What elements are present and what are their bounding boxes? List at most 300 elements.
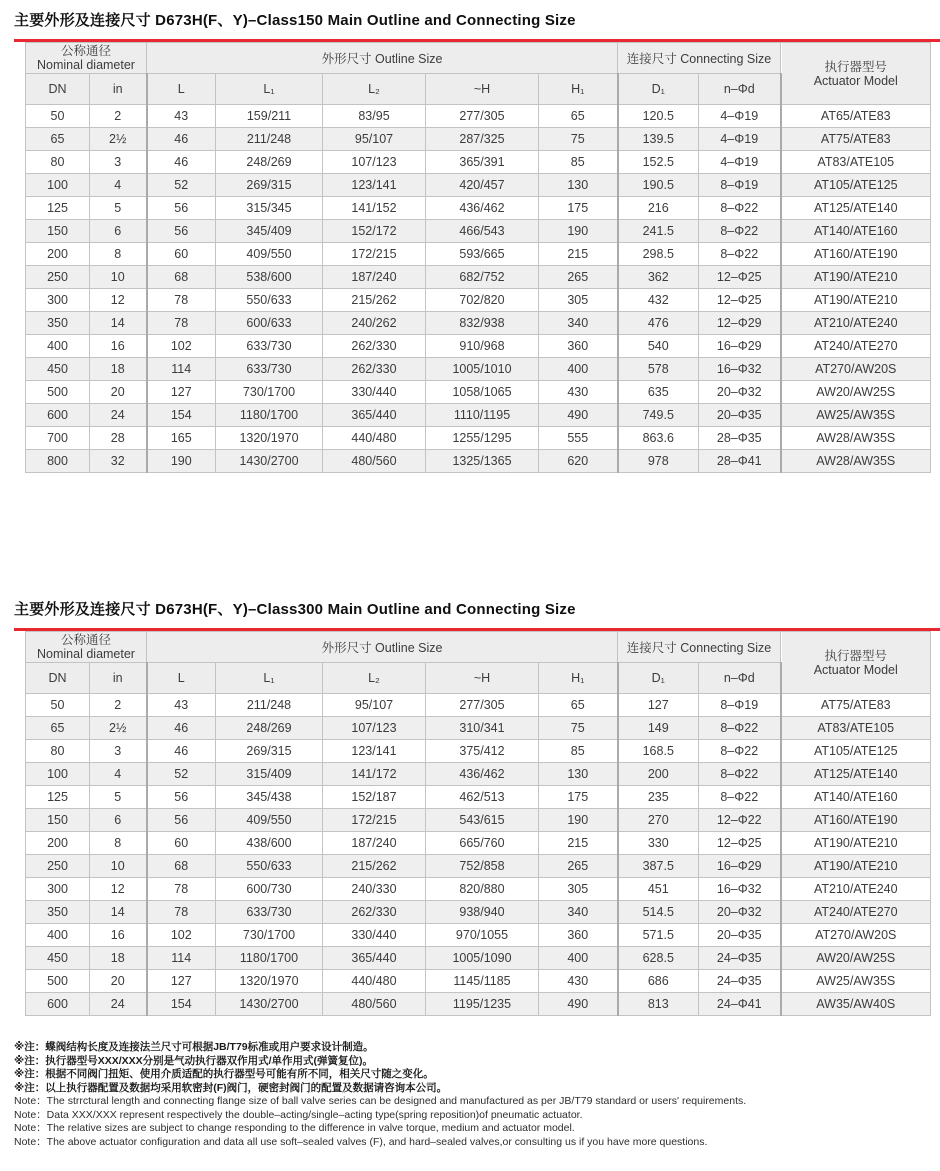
table-row <box>26 832 931 855</box>
table-cell: 265 <box>539 855 618 878</box>
column-header: n–Φd <box>699 663 781 694</box>
table-cell: 8–Φ19 <box>699 694 781 717</box>
table-row <box>26 740 931 763</box>
table-body-class300 <box>26 694 931 1016</box>
table-cell: 28 <box>90 427 147 450</box>
table-cell: 20–Φ35 <box>699 404 781 427</box>
table-cell: 330/440 <box>323 381 426 404</box>
table-cell: 20–Φ32 <box>699 381 781 404</box>
table-cell: 550/633 <box>216 855 323 878</box>
table-cell: 141/172 <box>323 763 426 786</box>
table-cell: 20 <box>90 970 147 993</box>
table-cell: 240/262 <box>323 312 426 335</box>
header-group-outline: 外形尺寸 Outline Size <box>147 632 618 663</box>
table-cell: 16–Φ32 <box>699 878 781 901</box>
table-cell: 633/730 <box>216 335 323 358</box>
table-cell: 8–Φ22 <box>699 763 781 786</box>
table-cell: 125 <box>26 197 90 220</box>
column-header: H₁ <box>539 663 618 694</box>
table-cell: 12–Φ25 <box>699 266 781 289</box>
table-cell: 436/462 <box>426 197 539 220</box>
table-cell: 46 <box>147 740 216 763</box>
page-title-2: 主要外形及连接尺寸 D673H(F、Y)–Class300 Main Outline and Connecting Size <box>14 601 576 618</box>
table-cell: 127 <box>147 381 216 404</box>
table-cell: 159/211 <box>216 105 323 128</box>
table-cell: 127 <box>147 970 216 993</box>
table-cell: 938/940 <box>426 901 539 924</box>
table-cell: 375/412 <box>426 740 539 763</box>
table-cell: 52 <box>147 763 216 786</box>
table-cell: 514.5 <box>618 901 699 924</box>
footnotes <box>14 1041 940 1149</box>
dimension-table-class150 <box>25 42 931 473</box>
table-cell: AT105/ATE125 <box>781 174 931 197</box>
table-cell: 686 <box>618 970 699 993</box>
table-cell: 107/123 <box>323 717 426 740</box>
table-cell: 305 <box>539 289 618 312</box>
table-cell: 200 <box>618 763 699 786</box>
column-header: H₁ <box>539 74 618 105</box>
table-cell: 168.5 <box>618 740 699 763</box>
table-cell: 633/730 <box>216 358 323 381</box>
table-cell: 114 <box>147 358 216 381</box>
table-cell: 635 <box>618 381 699 404</box>
table-cell: 538/600 <box>216 266 323 289</box>
table-row <box>26 717 931 740</box>
table-cell: 130 <box>539 763 618 786</box>
table-cell: 18 <box>90 947 147 970</box>
table-cell: 702/820 <box>426 289 539 312</box>
table-cell: 1320/1970 <box>216 970 323 993</box>
table-cell: 75 <box>539 128 618 151</box>
table-cell: 450 <box>26 358 90 381</box>
table-row <box>26 809 931 832</box>
table-cell: 100 <box>26 174 90 197</box>
table-cell: 14 <box>90 901 147 924</box>
table-cell: AT210/ATE240 <box>781 312 931 335</box>
table-cell: 43 <box>147 694 216 717</box>
table-cell: 32 <box>90 450 147 473</box>
table-cell: 152/187 <box>323 786 426 809</box>
table-cell: 150 <box>26 809 90 832</box>
table-cell: 262/330 <box>323 901 426 924</box>
header-group-nominal-zh: 公称通径 <box>60 633 111 647</box>
table-cell: 820/880 <box>426 878 539 901</box>
table-cell: 8–Φ22 <box>699 197 781 220</box>
table-cell: 409/550 <box>216 243 323 266</box>
table-cell: 430 <box>539 970 618 993</box>
note-line-en: Note：The above actuator configuration and data all use soft–sealed valves (F), and hard–sealed valves,or consulting us if you have more questions. <box>14 1135 708 1148</box>
table-cell: 65 <box>26 128 90 151</box>
column-header: ~H <box>426 663 539 694</box>
table-cell: 215/262 <box>323 855 426 878</box>
table-cell: 4–Φ19 <box>699 128 781 151</box>
table-cell: 466/543 <box>426 220 539 243</box>
table-cell: 555 <box>539 427 618 450</box>
table-cell: 114 <box>147 947 216 970</box>
table-cell: 2 <box>90 694 147 717</box>
table-row <box>26 450 931 473</box>
table-cell: 14 <box>90 312 147 335</box>
table-cell: 211/248 <box>216 694 323 717</box>
table-row <box>26 763 931 786</box>
column-header: L <box>147 663 216 694</box>
table-cell: 910/968 <box>426 335 539 358</box>
table-cell: 1110/1195 <box>426 404 539 427</box>
table-cell: 125 <box>26 786 90 809</box>
table-cell: AW20/AW25S <box>781 947 931 970</box>
table-cell: AW25/AW35S <box>781 970 931 993</box>
note-line-zh: ※注：蝶阀结构长度及连接法兰尺寸可根据JB/T79标准或用户要求设计制造。 <box>14 1041 374 1053</box>
table-cell: 248/269 <box>216 717 323 740</box>
table-cell: 5 <box>90 786 147 809</box>
note-line-en: Note：The strrctural length and connecting flange size of ball valve series can be designed and manufactured as per JB/T79 standard or users' requirements. <box>14 1095 747 1107</box>
table-cell: 250 <box>26 266 90 289</box>
table-row <box>26 289 931 312</box>
table-cell: 85 <box>539 151 618 174</box>
table-cell: 8 <box>90 243 147 266</box>
header-group-connecting: 连接尺寸 Connecting Size <box>618 632 781 663</box>
table-cell: 24 <box>90 404 147 427</box>
table-cell: 85 <box>539 740 618 763</box>
table-cell: 68 <box>147 266 216 289</box>
section-class150 <box>14 12 940 473</box>
table-cell: 75 <box>539 717 618 740</box>
table-row <box>26 970 931 993</box>
table-cell: 8–Φ22 <box>699 717 781 740</box>
table-cell: 578 <box>618 358 699 381</box>
table-cell: 18 <box>90 358 147 381</box>
table-cell: 50 <box>26 105 90 128</box>
table-cell: 46 <box>147 128 216 151</box>
table-cell: 95/107 <box>323 128 426 151</box>
table-cell: 400 <box>26 335 90 358</box>
table-cell: 550/633 <box>216 289 323 312</box>
table-cell: 150 <box>26 220 90 243</box>
table-cell: 1430/2700 <box>216 450 323 473</box>
table-row <box>26 335 931 358</box>
table-row <box>26 404 931 427</box>
table-cell: AT190/ATE210 <box>781 832 931 855</box>
table-cell: 100 <box>26 763 90 786</box>
table-cell: 154 <box>147 993 216 1016</box>
table-cell: 250 <box>26 855 90 878</box>
table-cell: 46 <box>147 717 216 740</box>
table-row <box>26 427 931 450</box>
table-cell: 2½ <box>90 717 147 740</box>
table-cell: 571.5 <box>618 924 699 947</box>
table-cell: 56 <box>147 197 216 220</box>
table-cell: 130 <box>539 174 618 197</box>
table-cell: 190 <box>539 220 618 243</box>
table-cell: 1195/1235 <box>426 993 539 1016</box>
table-cell: 365/391 <box>426 151 539 174</box>
header-group-actuator-en: Actuator Model <box>813 662 898 677</box>
table-cell: AT240/ATE270 <box>781 901 931 924</box>
table-cell: 10 <box>90 855 147 878</box>
table-cell: 123/141 <box>323 740 426 763</box>
table-cell: 480/560 <box>323 450 426 473</box>
column-header: DN <box>26 74 90 105</box>
table-cell: 215/262 <box>323 289 426 312</box>
table-cell: AT270/AW20S <box>781 924 931 947</box>
table-cell: 400 <box>26 924 90 947</box>
table-cell: 500 <box>26 970 90 993</box>
table-cell: 682/752 <box>426 266 539 289</box>
table-cell: 628.5 <box>618 947 699 970</box>
table-cell: AT125/ATE140 <box>781 197 931 220</box>
table-cell: AT190/ATE210 <box>781 855 931 878</box>
table-cell: 345/409 <box>216 220 323 243</box>
column-header: L₂ <box>323 74 426 105</box>
table-cell: 345/438 <box>216 786 323 809</box>
header-group-actuator <box>781 43 931 105</box>
table-cell: 20–Φ32 <box>699 901 781 924</box>
table-cell: AW35/AW40S <box>781 993 931 1016</box>
page-title: 主要外形及连接尺寸 D673H(F、Y)–Class150 Main Outline and Connecting Size <box>14 12 576 29</box>
table-cell: 1005/1010 <box>426 358 539 381</box>
table-cell: 350 <box>26 901 90 924</box>
table-cell: 12 <box>90 878 147 901</box>
table-row <box>26 266 931 289</box>
table-cell: 1180/1700 <box>216 947 323 970</box>
column-header: DN <box>26 663 90 694</box>
table-cell: 4 <box>90 174 147 197</box>
table-cell: 78 <box>147 312 216 335</box>
table-cell: 749.5 <box>618 404 699 427</box>
table-cell: 387.5 <box>618 855 699 878</box>
header-group-nominal-en: Nominal diameter <box>37 58 135 72</box>
table-cell: AT140/ATE160 <box>781 786 931 809</box>
table-cell: 200 <box>26 832 90 855</box>
table-cell: 350 <box>26 312 90 335</box>
table-cell: 6 <box>90 809 147 832</box>
table-cell: 4–Φ19 <box>699 151 781 174</box>
table-cell: 593/665 <box>426 243 539 266</box>
table-cell: 52 <box>147 174 216 197</box>
table-cell: AT270/AW20S <box>781 358 931 381</box>
table-cell: AT190/ATE210 <box>781 289 931 312</box>
table-cell: 24 <box>90 993 147 1016</box>
table-cell: 978 <box>618 450 699 473</box>
table-cell: 700 <box>26 427 90 450</box>
table-cell: 123/141 <box>323 174 426 197</box>
table-cell: 400 <box>539 947 618 970</box>
header-group-nominal <box>26 632 147 663</box>
table-cell: 420/457 <box>426 174 539 197</box>
table-cell: 24–Φ35 <box>699 970 781 993</box>
table-row <box>26 358 931 381</box>
table-cell: 270 <box>618 809 699 832</box>
table-cell: AT160/ATE190 <box>781 809 931 832</box>
dimension-table-class300 <box>25 631 931 1016</box>
table-cell: 436/462 <box>426 763 539 786</box>
header-group-nominal-en: Nominal diameter <box>37 647 135 661</box>
table-cell: 362 <box>618 266 699 289</box>
table-cell: 78 <box>147 289 216 312</box>
table-cell: 298.5 <box>618 243 699 266</box>
table-cell: 65 <box>539 694 618 717</box>
table-cell: 56 <box>147 220 216 243</box>
column-header: L <box>147 74 216 105</box>
section-class300 <box>14 601 940 1016</box>
table-cell: 60 <box>147 832 216 855</box>
table-cell: 80 <box>26 151 90 174</box>
table-cell: 83/95 <box>323 105 426 128</box>
table-row <box>26 151 931 174</box>
table-cell: 1325/1365 <box>426 450 539 473</box>
header-group-nominal-zh: 公称通径 <box>60 44 111 58</box>
table-cell: 127 <box>618 694 699 717</box>
table-cell: 1180/1700 <box>216 404 323 427</box>
table-cell: 215 <box>539 243 618 266</box>
table-row <box>26 855 931 878</box>
header-group-nominal <box>26 43 147 74</box>
table-cell: 12–Φ25 <box>699 289 781 312</box>
table-cell: 240/330 <box>323 878 426 901</box>
table-cell: 102 <box>147 335 216 358</box>
table-cell: 863.6 <box>618 427 699 450</box>
table-cell: 665/760 <box>426 832 539 855</box>
table-row <box>26 312 931 335</box>
table-cell: 1430/2700 <box>216 993 323 1016</box>
table-cell: 12 <box>90 289 147 312</box>
table-cell: 8 <box>90 832 147 855</box>
header-group-actuator <box>781 632 931 694</box>
table-body-class150 <box>26 105 931 473</box>
table-row <box>26 786 931 809</box>
table-cell: 480/560 <box>323 993 426 1016</box>
table-cell: 360 <box>539 924 618 947</box>
table-cell: 340 <box>539 312 618 335</box>
table-cell: 330/440 <box>323 924 426 947</box>
table-cell: AW28/AW35S <box>781 427 931 450</box>
table-row <box>26 694 931 717</box>
table-cell: 248/269 <box>216 151 323 174</box>
table-cell: 330 <box>618 832 699 855</box>
table-cell: 95/107 <box>323 694 426 717</box>
table-cell: 265 <box>539 266 618 289</box>
table-cell: 462/513 <box>426 786 539 809</box>
table-cell: 190 <box>539 809 618 832</box>
table-cell: 315/409 <box>216 763 323 786</box>
table-cell: 500 <box>26 381 90 404</box>
column-header: L₁ <box>216 74 323 105</box>
header-group-outline: 外形尺寸 Outline Size <box>147 43 618 74</box>
table-cell: 16–Φ32 <box>699 358 781 381</box>
table-cell: 440/480 <box>323 970 426 993</box>
table-cell: 400 <box>539 358 618 381</box>
table-cell: 287/325 <box>426 128 539 151</box>
table-cell: AT75/ATE83 <box>781 694 931 717</box>
table-cell: 80 <box>26 740 90 763</box>
table-cell: AT75/ATE83 <box>781 128 931 151</box>
table-cell: AT210/ATE240 <box>781 878 931 901</box>
table-cell: AT140/ATE160 <box>781 220 931 243</box>
table-cell: 315/345 <box>216 197 323 220</box>
table-cell: 730/1700 <box>216 924 323 947</box>
table-cell: 1058/1065 <box>426 381 539 404</box>
table-cell: 187/240 <box>323 266 426 289</box>
table-row <box>26 924 931 947</box>
table-cell: 10 <box>90 266 147 289</box>
table-cell: 102 <box>147 924 216 947</box>
table-cell: 305 <box>539 878 618 901</box>
column-header: n–Φd <box>699 74 781 105</box>
table-cell: 8–Φ19 <box>699 174 781 197</box>
table-cell: 16–Φ29 <box>699 335 781 358</box>
table-cell: 262/330 <box>323 335 426 358</box>
table-cell: 216 <box>618 197 699 220</box>
table-cell: 2½ <box>90 128 147 151</box>
table-row <box>26 128 931 151</box>
note-line-en: Note：Data XXX/XXX represent respectively the double–acting/single–acting type(spring reposition)of pneumatic actuator. <box>14 1108 583 1121</box>
note-line-en: Note：The relative sizes are subject to change responding to the difference in valve torque, medium and actuator model. <box>14 1122 575 1134</box>
table-cell: 450 <box>26 947 90 970</box>
table-cell: 8–Φ22 <box>699 786 781 809</box>
column-header: L₁ <box>216 663 323 694</box>
table-cell: 215 <box>539 832 618 855</box>
table-cell: 430 <box>539 381 618 404</box>
column-header: D₁ <box>618 74 699 105</box>
table-cell: 277/305 <box>426 105 539 128</box>
table-cell: 300 <box>26 878 90 901</box>
table-cell: 16–Φ29 <box>699 855 781 878</box>
table-cell: 107/123 <box>323 151 426 174</box>
table-cell: 269/315 <box>216 740 323 763</box>
table-cell: 139.5 <box>618 128 699 151</box>
table-cell: 46 <box>147 151 216 174</box>
table-cell: 28–Φ35 <box>699 427 781 450</box>
table-cell: 262/330 <box>323 358 426 381</box>
table-cell: AT105/ATE125 <box>781 740 931 763</box>
table-cell: 43 <box>147 105 216 128</box>
table-row <box>26 878 931 901</box>
table-cell: 310/341 <box>426 717 539 740</box>
table-cell: 432 <box>618 289 699 312</box>
column-header: in <box>90 663 147 694</box>
table-cell: AT160/ATE190 <box>781 243 931 266</box>
table-cell: 1320/1970 <box>216 427 323 450</box>
table-cell: 200 <box>26 243 90 266</box>
table-cell: 476 <box>618 312 699 335</box>
table-cell: 600 <box>26 404 90 427</box>
table-cell: 165 <box>147 427 216 450</box>
table-cell: AW28/AW35S <box>781 450 931 473</box>
table-cell: 56 <box>147 809 216 832</box>
table-cell: AT65/ATE83 <box>781 105 931 128</box>
table-cell: 12–Φ25 <box>699 832 781 855</box>
table-cell: 543/615 <box>426 809 539 832</box>
table-cell: 12–Φ22 <box>699 809 781 832</box>
table-row <box>26 220 931 243</box>
table-cell: 540 <box>618 335 699 358</box>
table-cell: 50 <box>26 694 90 717</box>
table-cell: 172/215 <box>323 809 426 832</box>
table-row <box>26 174 931 197</box>
table-cell: 16 <box>90 924 147 947</box>
table-cell: AT83/ATE105 <box>781 717 931 740</box>
table-row <box>26 381 931 404</box>
table-cell: 438/600 <box>216 832 323 855</box>
table-cell: 24–Φ35 <box>699 947 781 970</box>
table-cell: 187/240 <box>323 832 426 855</box>
table-cell: 154 <box>147 404 216 427</box>
table-cell: 20–Φ35 <box>699 924 781 947</box>
table-cell: 365/440 <box>323 947 426 970</box>
header-group-actuator-en: Actuator Model <box>813 73 898 88</box>
table-cell: 365/440 <box>323 404 426 427</box>
